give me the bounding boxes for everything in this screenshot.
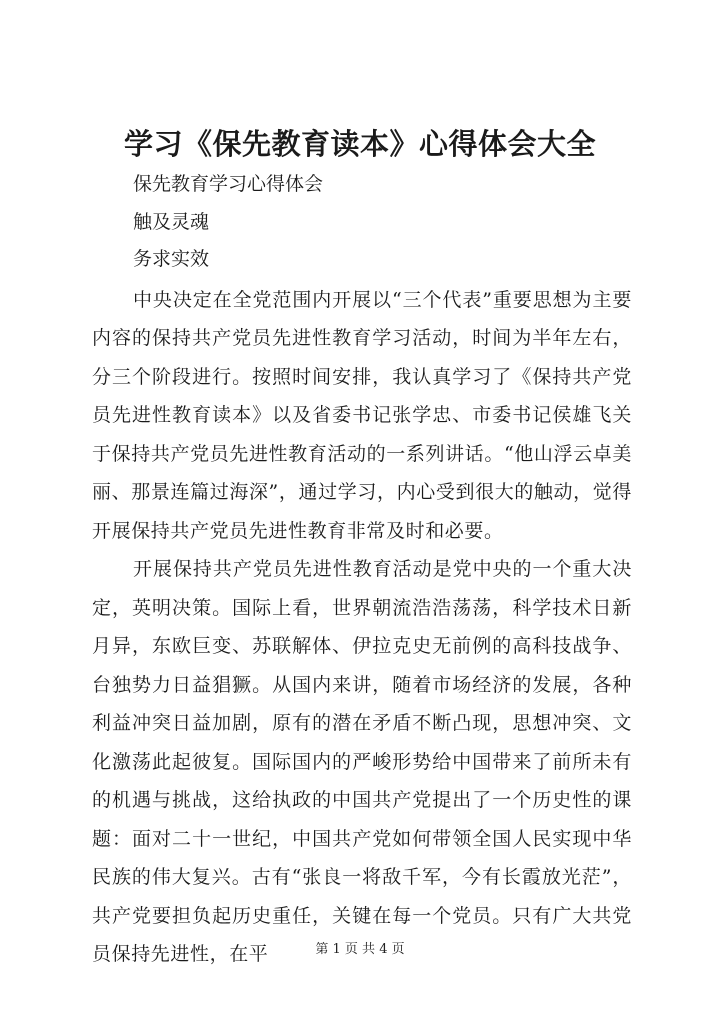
subheading-1: 保先教育学习心得体会 [133,173,324,195]
subheading-3: 务求实效 [133,248,210,270]
paragraph-1: 中央决定在全党范围内开展以“三个代表”重要思想为主要内容的保持共产党员先进性教育学习活动，时间为半年左右，分三个阶段进行。按照时间安排，我认真学习了《保持共产党员先进性教育读本》以及省委书记张学忠、市委书记侯雄飞关于保持共产党员先进性教育活动的一系列讲话。“他山浮云卓美丽、那景连篇过海深”，通过学习，内心受到很大的触动，觉得开展保持共产党员先进性教育非常及时和必要。 [92,288,632,542]
document-body [92,166,632,974]
paragraph-2: 开展保持共产党员先进性教育活动是党中央的一个重大决定，英明决策。国际上看，世界朝流浩浩荡荡，科学技术日新月异，东欧巨变、苏联解体、伊拉克史无前例的高科技战争、台独势力日益猖獗。从国内来讲，随着市场经济的发展，各种利益冲突日益加剧，原有的潜在矛盾不断凸现，思想冲突、文化激荡此起彼复。国际国内的严峻形势给中国带来了前所未有的机遇与挑战，这给执政的中国共产党提出了一个历史性的课题：面对二十一世纪，中国共产党如何带领全国人民实现中华民族的伟大复兴。古有“张良一将敌千军，今有长霞放光茫”，共产党要担负起历史重任，关键在每一个党员。只有广大共党员保持先进性，在平 [92,558,632,965]
page-footer: 第 1 页 共 4 页 [315,942,405,957]
subheading-2: 触及灵魂 [133,210,210,233]
document-title: 学习《保先教育读本》心得体会大全 [123,127,596,161]
